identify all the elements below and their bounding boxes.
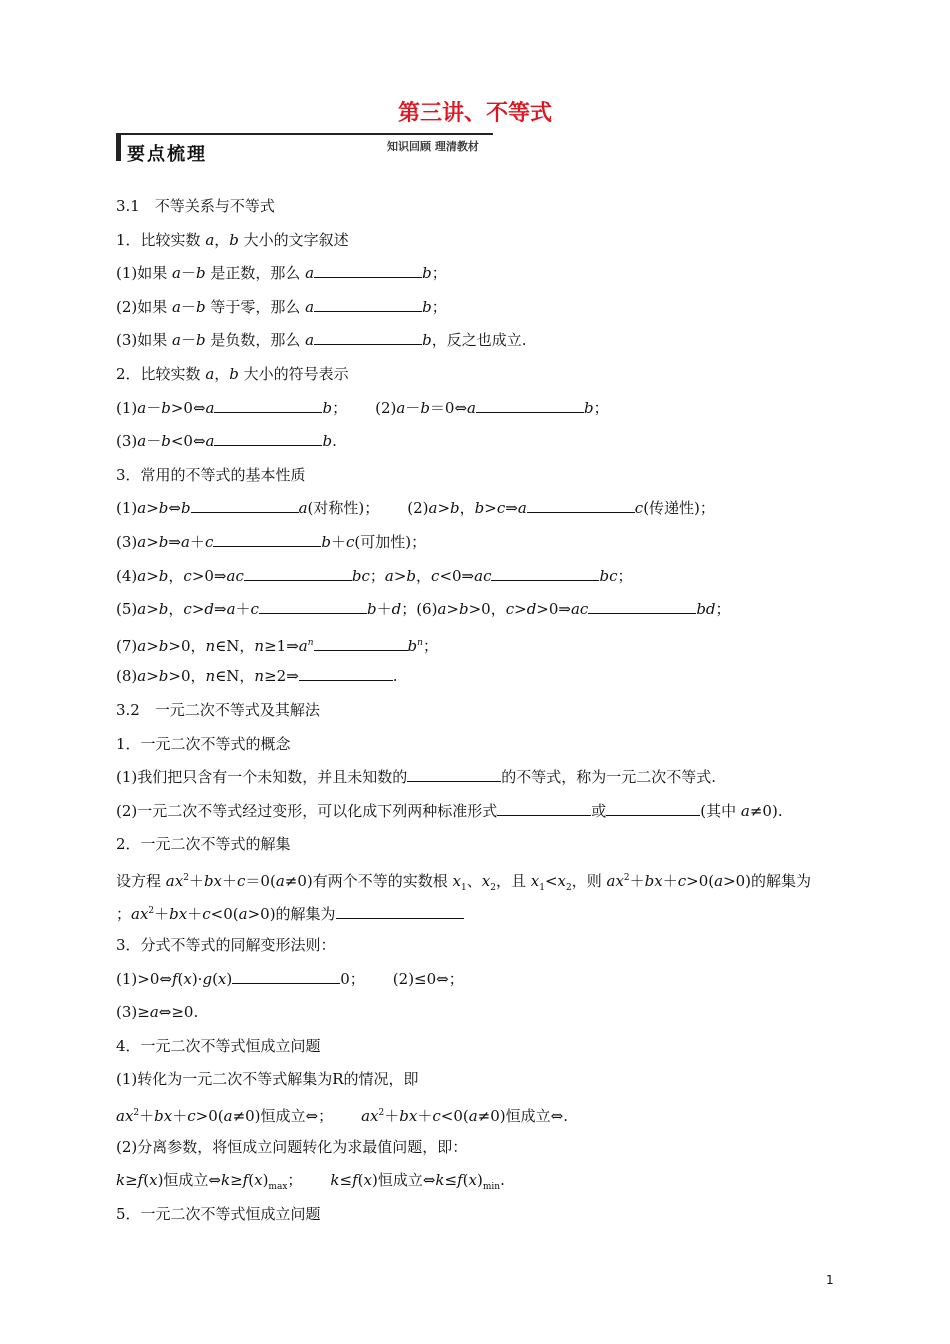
line-14: (8)a>b>0，n∈N，n≥2⇒ . (116, 667, 398, 686)
line-8: 3．常用的不等式的基本性质 (116, 465, 306, 484)
line-1: 1．比较实数 a，b 大小的文字叙述 (116, 230, 349, 249)
answer-blank[interactable] (214, 430, 322, 446)
line-29: k≥f(x)恒成立$\Leftrightarrow k\ge f(x)_{max}$； k≤f(x)恒成立$\Leftrightarrow k\le f(x)_{min}$. (116, 1171, 505, 1193)
answer-blank[interactable] (232, 968, 340, 984)
heading-3-1: 3.1 不等关系与不等式 (116, 197, 275, 215)
line-23: (1)>0⇔f(x)·g(x) 0； (2)≤0⇔； (116, 969, 464, 988)
answer-blank[interactable] (314, 635, 408, 651)
heading-3-2: 3.2 一元二次不等式及其解法 (116, 700, 320, 719)
line-5: 2．比较实数 a，b 大小的符号表示 (116, 364, 349, 383)
line-26: (1)转化为一元二次不等式解集为R的情况，即 (116, 1070, 419, 1089)
answer-blank[interactable] (299, 665, 393, 681)
answer-blank[interactable] (491, 565, 599, 581)
section-header (116, 133, 493, 163)
line-11: (4)a>b，c>0⇒ac bc；a>b，c<0⇒ac bc； (116, 566, 633, 585)
page-title: 第三讲、不等式 (397, 101, 552, 126)
answer-blank[interactable] (314, 296, 422, 312)
line-30: 5．一元二次不等式恒成立问题 (116, 1204, 321, 1223)
answer-blank[interactable] (407, 766, 501, 782)
section-subtitle: 知识回顾 理清教材 (387, 140, 479, 153)
answer-blank[interactable] (314, 262, 422, 278)
line-19: 2．一元二次不等式的解集 (116, 835, 291, 854)
document-body (116, 193, 846, 1234)
line-2: (1)如果 a－b 是正数，那么 a b； (116, 264, 447, 283)
line-20: 设方程 $ax^2+bx+c=0(a\ne 0)$有两个不等的实数根 $x_1$、$x_2$，且 $x_1<x_2$，则 $ax^2+bx+c>0(a>0)$的解集为 (116, 871, 812, 893)
answer-blank[interactable] (606, 800, 700, 816)
section-label: 要点梳理 (127, 144, 207, 165)
answer-blank[interactable] (191, 497, 299, 513)
line-13: (7)a>b>0，n∈N，$n\ge 1\Rightarrow a^n$ $b^n$； (116, 636, 438, 655)
answer-blank[interactable] (213, 531, 321, 547)
answer-blank[interactable] (314, 329, 422, 345)
line-27: $ax^2+bx+c>0(a\ne 0)$恒成立⇔； $ax^2+bx+c<0(a\ne 0)$恒成立⇔. (116, 1107, 568, 1126)
line-16: 1．一元二次不等式的概念 (116, 734, 291, 753)
line-6: (1)a－b>0⇔a b； (2)a－b＝0⇔a b； (116, 398, 609, 417)
answer-blank[interactable] (476, 397, 584, 413)
line-18: (2)一元二次不等式经过变形，可以化成下列两种标准形式 或 (其中 a≠0). (116, 801, 783, 820)
line-21: ；$ax^2+bx+c<0(a>0)$的解集为 (116, 898, 846, 932)
line-25: 4．一元二次不等式恒成立问题 (116, 1036, 321, 1055)
line-17: (1)我们把只含有一个未知数，并且未知数的 的不等式，称为一元二次不等式. (116, 768, 717, 787)
section-marker (116, 135, 121, 161)
line-28: (2)分离参数，将恒成立问题转化为求最值问题，即： (116, 1137, 468, 1156)
answer-blank[interactable] (244, 565, 352, 581)
line-9: (1)a>b⇔b a(对称性)； (2)a>b，b>c⇒a c(传递性)； (116, 499, 715, 518)
answer-blank[interactable] (336, 903, 464, 919)
answer-blank[interactable] (527, 497, 635, 513)
answer-blank[interactable] (214, 397, 322, 413)
line-3: (2)如果 a－b 等于零，那么 a b； (116, 297, 447, 316)
answer-blank[interactable] (259, 598, 367, 614)
line-24: (3)≥a⇔≥0. (116, 1003, 199, 1022)
answer-blank[interactable] (588, 598, 696, 614)
page-number: 1 (826, 1273, 834, 1287)
line-10: (3)a>b⇒a＋c b＋c(可加性)； (116, 532, 427, 551)
line-22: 3．分式不等式的同解变形法则： (116, 936, 336, 955)
answer-blank[interactable] (497, 800, 591, 816)
section-rule (116, 133, 493, 135)
line-7: (3)a－b<0⇔a b. (116, 432, 337, 451)
line-4: (3)如果 a－b 是负数，那么 a b，反之也成立. (116, 331, 527, 350)
line-12: (5)a>b，c>d⇒a＋c b＋d；(6)a>b>0，c>d>0⇒ac bd； (116, 600, 731, 619)
